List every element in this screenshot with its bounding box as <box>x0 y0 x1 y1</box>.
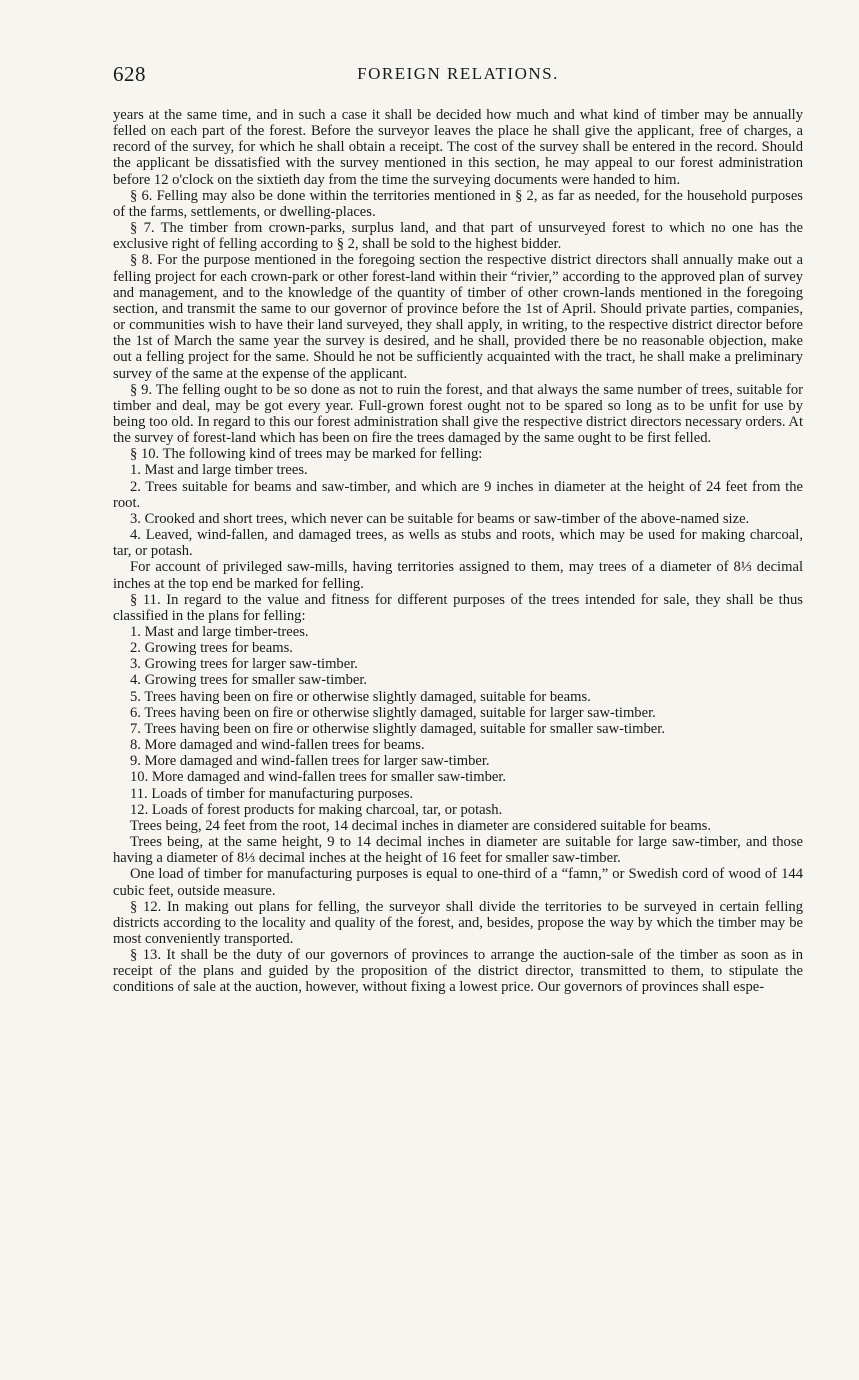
paragraph: 1. Mast and large timber-trees. <box>130 624 309 640</box>
paragraph: § 7. The timber from crown-parks, surplus land, and that part of unsurveyed forest to which no one has the exclusive right of felling according to § 2, shall be sold to the highest bidder. <box>113 220 803 253</box>
paragraph: § 11. In regard to the value and fitness for different purposes of the trees intended for sale, they shall be thus classified in the plans for felling: <box>113 591 803 624</box>
paragraph: 6. Trees having been on fire or otherwise slightly damaged, suitable for larger saw-timber. <box>130 704 656 721</box>
paragraph: 4. Growing trees for smaller saw-timber. <box>130 672 368 689</box>
paragraph: § 8. For the purpose mentioned in the foregoing section the respective district directors shall annually make out a felling project for each crown-park or other forest-land within their “rivier,” according to the approved plan of survey and management, and to the knowledge of the quantity of timber of other crown-lands mentioned in the foregoing section, and transmit the same to our governor of province before the 1st of April. Should private parties, companies, or communities wish to have their land surveyed, they shall apply, in writing, to the respective district director before the 1st of March the same year the survey is desired, and he shall, provided there be no reasonable objection, make out a felling project for the same. Should he not be sufficiently acquainted with the tract, he shall make a preliminary survey of the same at the expense of the applicant. <box>113 252 803 382</box>
page-header <box>113 62 803 92</box>
paragraph: 1. Mast and large timber trees. <box>130 462 308 479</box>
paragraph: Trees being, at the same height, 9 to 14 decimal inches in diameter are suitable for large saw-timber, and those having a diameter of 8⅓ decimal inches at the height of 16 feet for smaller saw-timber. <box>113 834 803 867</box>
paragraph: 10. More damaged and wind-fallen trees for smaller saw-timber. <box>130 769 507 786</box>
running-title: FOREIGN RELATIONS. <box>357 64 559 83</box>
paragraph: 7. Trees having been on fire or otherwise slightly damaged, suitable for smaller saw-timber. <box>130 720 665 737</box>
paragraph: § 9. The felling ought to be so done as not to ruin the forest, and that always the same number of trees, suitable for timber and deal, may be got every year. Full-grown forest ought not to be spared so long as to be unfit for use by being too old. In regard to this our forest administration shall give the respective district directors necessary orders. At the survey of forest-land which has been on fire the trees damaged by the same ought to be first felled. <box>113 381 803 447</box>
paragraph: 11. Loads of timber for manufacturing purposes. <box>130 785 414 802</box>
paragraph: 12. Loads of forest products for making charcoal, tar, or potash. <box>130 801 503 818</box>
paragraph: 3. Crooked and short trees, which never can be suitable for beams or saw-timber of the above-named size. <box>130 510 750 527</box>
paragraph: Trees being, 24 feet from the root, 14 decimal inches in diameter are considered suitable for beams. <box>130 817 711 834</box>
paragraph: 4. Leaved, wind-fallen, and damaged trees, as wells as stubs and roots, which may be used for making charcoal, tar, or potash. <box>113 527 803 560</box>
paragraph: For account of privileged saw-mills, having territories assigned to them, may trees of a diameter of 8⅓ decimal inches at the top end be marked for felling. <box>113 559 803 592</box>
paragraph: years at the same time, and in such a case it shall be decided how much and what kind of timber may be annually felled on each part of the forest. Before the surveyor leaves the place he shall give the applicant, free of charges, a record of the survey, for which he shall obtain a receipt. The cost of the survey shall be entered in the record. Should the applicant be dissatisfied with the survey mentioned in this section, he may appeal to our forest administration before 12 o'clock on the sixtieth day from the time the surveying documents were handed to him. <box>113 107 803 188</box>
paragraph: 9. More damaged and wind-fallen trees for larger saw-timber. <box>130 753 490 770</box>
page-number: 628 <box>113 62 146 86</box>
paragraph: § 12. In making out plans for felling, the surveyor shall divide the territories to be surveyed in certain felling districts according to the locality and quality of the forest, and, besides, propose the way by which the timber may be most conveniently transported. <box>113 898 803 947</box>
paragraph: 2. Trees suitable for beams and saw-timber, and which are 9 inches in diameter at the height of 24 feet from the root. <box>113 478 803 511</box>
paragraph: § 13. It shall be the duty of our governors of provinces to arrange the auction-sale of the timber as soon as in receipt of the plans and guided by the proposition of the district director, transmitted to them, to stipulate the conditions of sale at the auction, however, without fixing a lowest price. Our governors of provinces shall espe- <box>113 947 803 996</box>
paragraph: 3. Growing trees for larger saw-timber. <box>130 656 358 673</box>
paragraph: § 10. The following kind of trees may be marked for felling: <box>130 446 483 463</box>
paragraph: 8. More damaged and wind-fallen trees for beams. <box>130 737 425 754</box>
paragraph: One load of timber for manufacturing purposes is equal to one-third of a “famn,” or Swedish cord of wood of 144 cubic feet, outside measure. <box>113 866 803 899</box>
paragraph: 2. Growing trees for beams. <box>130 640 293 657</box>
paragraph: 5. Trees having been on fire or otherwise slightly damaged, suitable for beams. <box>130 688 591 705</box>
page-body <box>113 107 803 996</box>
paragraph: § 6. Felling may also be done within the territories mentioned in § 2, as far as needed, for the household purposes of the farms, settlements, or dwelling-places. <box>113 187 803 220</box>
